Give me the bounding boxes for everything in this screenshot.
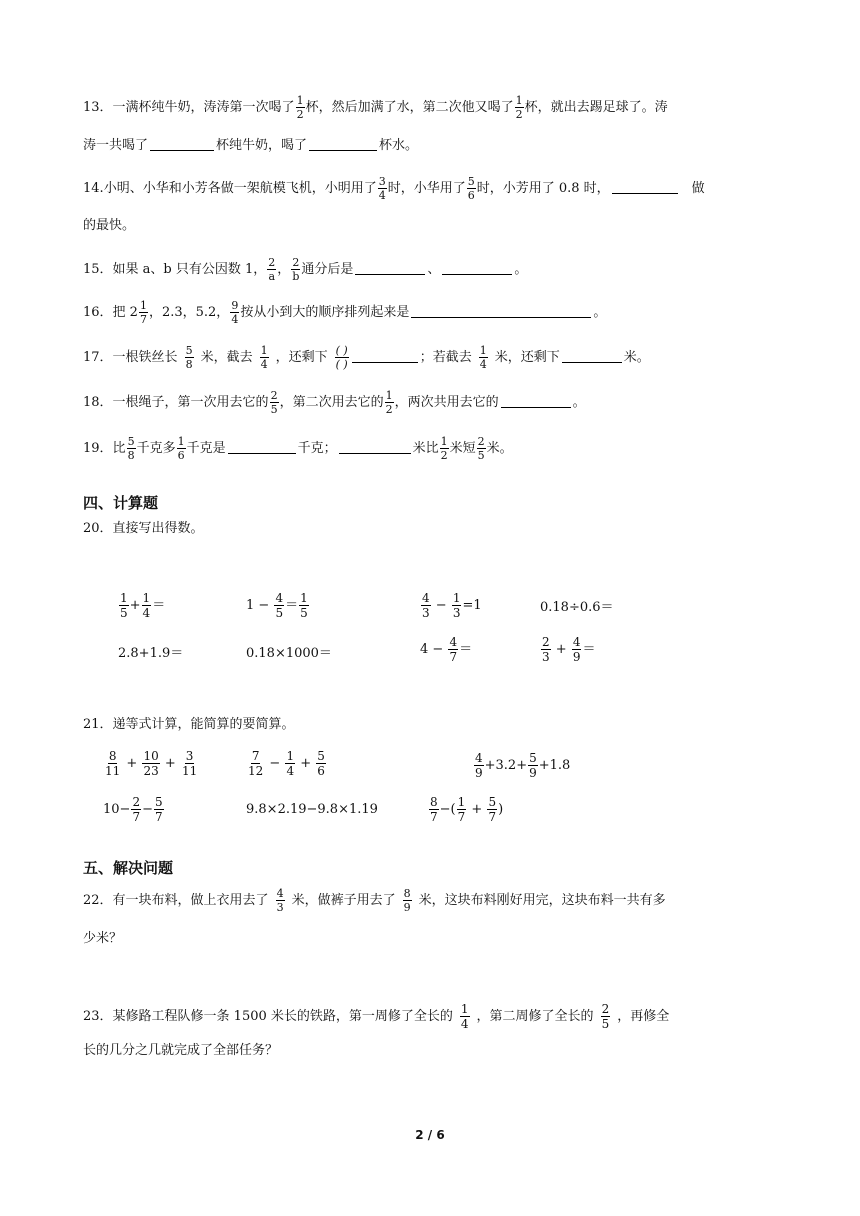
answer-blank[interactable]	[150, 137, 214, 151]
fraction: $\frac{3}{4}$	[378, 175, 386, 202]
blank-fraction[interactable]: ( ) ( )	[335, 344, 348, 371]
expression: 4 − $\frac{4}{7}$ ＝	[420, 635, 473, 664]
section-title-problem-solving: 五、解决问题	[83, 859, 174, 877]
expression: 10− $\frac{2}{7}$ − $\frac{5}{7}$	[103, 795, 163, 824]
fraction: $\frac{2}{5}$	[477, 435, 485, 462]
answer-blank[interactable]	[501, 394, 571, 408]
expression: $\frac{7}{12}$ − $\frac{1}{4}$ + $\frac{5}{6}$	[248, 749, 325, 778]
fraction: $\frac{8}{9}$	[403, 887, 411, 914]
question-18: 18．一根绳子，第一次用去它的 $\frac{2}{5}$ ，第二次用去它的 $\frac{1}{2}$ ，两次共用去它的 。	[83, 389, 586, 416]
fraction: $\frac{5}{8}$	[127, 435, 135, 462]
answer-blank[interactable]	[612, 180, 678, 194]
expression: 1 − $\frac{4}{5}$ ＝ $\frac{1}{5}$	[246, 591, 308, 620]
question-13-line-2: 涛一共喝了 杯纯牛奶，喝了 杯水。	[83, 138, 419, 153]
q13-number: 13．	[83, 100, 113, 115]
answer-blank[interactable]	[352, 349, 418, 363]
fraction: $\frac{1}{7}$	[139, 299, 147, 326]
question-22-line-1: 22．有一块布料，做上衣用去了 $\frac{4}{3}$ 米，做裤子用去了 $\frac{8}{9}$ 米，这块布料刚好用完，这块布料一共有多	[83, 887, 666, 914]
expression: $\frac{8}{7}$ −( $\frac{1}{7}$ + $\frac{5}{7}$ )	[430, 795, 504, 824]
answer-blank[interactable]	[339, 440, 411, 454]
expression: $\frac{4}{9}$ +3.2+ $\frac{5}{9}$ +1.8	[475, 751, 571, 780]
fraction: $\frac{1}{6}$	[177, 435, 185, 462]
q13-text-1: 一满杯纯牛奶，涛涛第一次喝了	[112, 100, 295, 115]
question-20-title: 20．直接写出得数。	[83, 521, 204, 536]
fraction: $\frac{2}{5}$	[270, 389, 278, 416]
fraction: $\frac{1}{4}$	[260, 344, 268, 371]
expression: 0.18×1000＝	[246, 646, 332, 661]
fraction: $\frac{2}{5}$	[601, 1002, 610, 1031]
answer-blank[interactable]	[411, 304, 591, 318]
question-23-line-2: 长的几分之几就完成了全部任务？	[83, 1043, 279, 1058]
answer-blank[interactable]	[355, 261, 425, 275]
fraction: $\frac{1}{2}$	[515, 94, 523, 121]
fraction: $\frac{1}{2}$	[385, 389, 393, 416]
question-19: 19．比 $\frac{5}{8}$ 千克多 $\frac{1}{6}$ 千克是 千克； 米比 $\frac{1}{2}$ 米短 $\frac{2}{5}$ 米。	[83, 435, 513, 462]
q13-text-2: 杯，然后加满了水，第二次他又喝了	[305, 100, 514, 115]
expression: $\frac{8}{11}$ + $\frac{10}{23}$ + $\frac{3}{11}$	[105, 749, 198, 778]
fraction: $\frac{1}{2}$	[440, 435, 448, 462]
fraction: $\frac{1}{4}$	[479, 344, 487, 371]
fraction: $\frac{2}{a}$	[268, 256, 276, 283]
question-16: 16．把 2 $\frac{1}{7}$ ，2.3，5.2， $\frac{9}{4}$ 按从小到大的顺序排列起来是 。	[83, 299, 607, 326]
question-14-line-1: 14.小明、小华和小芳各做一架航模飞机，小明用了 $\frac{3}{4}$ 时，小华用了 $\frac{5}{6}$ 时，小芳用了 0.8 时， 做	[83, 175, 705, 202]
section-title-calculation: 四、计算题	[83, 494, 159, 512]
expression: $\frac{2}{3}$ + $\frac{4}{9}$ ＝	[542, 635, 596, 664]
page-number: 2 / 6	[415, 1128, 445, 1142]
expression: 0.18÷0.6＝	[540, 600, 614, 615]
question-23-line-1: 23．某修路工程队修一条 1500 米长的铁路，第一周修了全长的 $\frac{1}{4}$ ，第二周修了全长的 $\frac{2}{5}$ ，再修全	[83, 1002, 670, 1031]
q13-text-3: 杯，就出去踢足球了。涛	[524, 100, 668, 115]
question-22-line-2: 少米？	[83, 931, 123, 946]
question-14-line-2: 的最快。	[83, 218, 136, 233]
fraction: $\frac{5}{8}$	[185, 344, 193, 371]
fraction: $\frac{4}{3}$	[276, 887, 284, 914]
fraction: $\frac{2}{b}$	[292, 256, 300, 283]
question-21-title: 21．递等式计算，能简算的要简算。	[83, 717, 295, 732]
expression: 9.8×2.19−9.8×1.19	[246, 802, 378, 817]
answer-blank[interactable]	[562, 349, 622, 363]
answer-blank[interactable]	[309, 137, 377, 151]
fraction: $\frac{9}{4}$	[231, 299, 239, 326]
fraction: $\frac{1}{4}$	[460, 1002, 469, 1031]
expression: $\frac{1}{5}$ + $\frac{1}{4}$ ＝	[120, 591, 166, 620]
fraction: $\frac{5}{6}$	[467, 175, 475, 202]
question-15: 15．如果 a、b 只有公因数 1， $\frac{2}{a}$ ， $\frac{2}{b}$ 通分后是 、 。	[83, 256, 528, 283]
answer-blank[interactable]	[442, 261, 512, 275]
answer-blank[interactable]	[228, 440, 296, 454]
fraction: $\frac{1}{2}$	[296, 94, 304, 121]
question-13-line-1	[83, 95, 668, 120]
question-17: 17．一根铁丝长 $\frac{5}{8}$ 米，截去 $\frac{1}{4}$ ，还剩下 ( ) ( ) ；若截去 $\frac{1}{4}$ 米，还剩下 米。	[83, 344, 650, 371]
expression: 2.8+1.9＝	[118, 646, 184, 661]
expression: $\frac{4}{3}$ − $\frac{1}{3}$ =1	[422, 591, 482, 620]
